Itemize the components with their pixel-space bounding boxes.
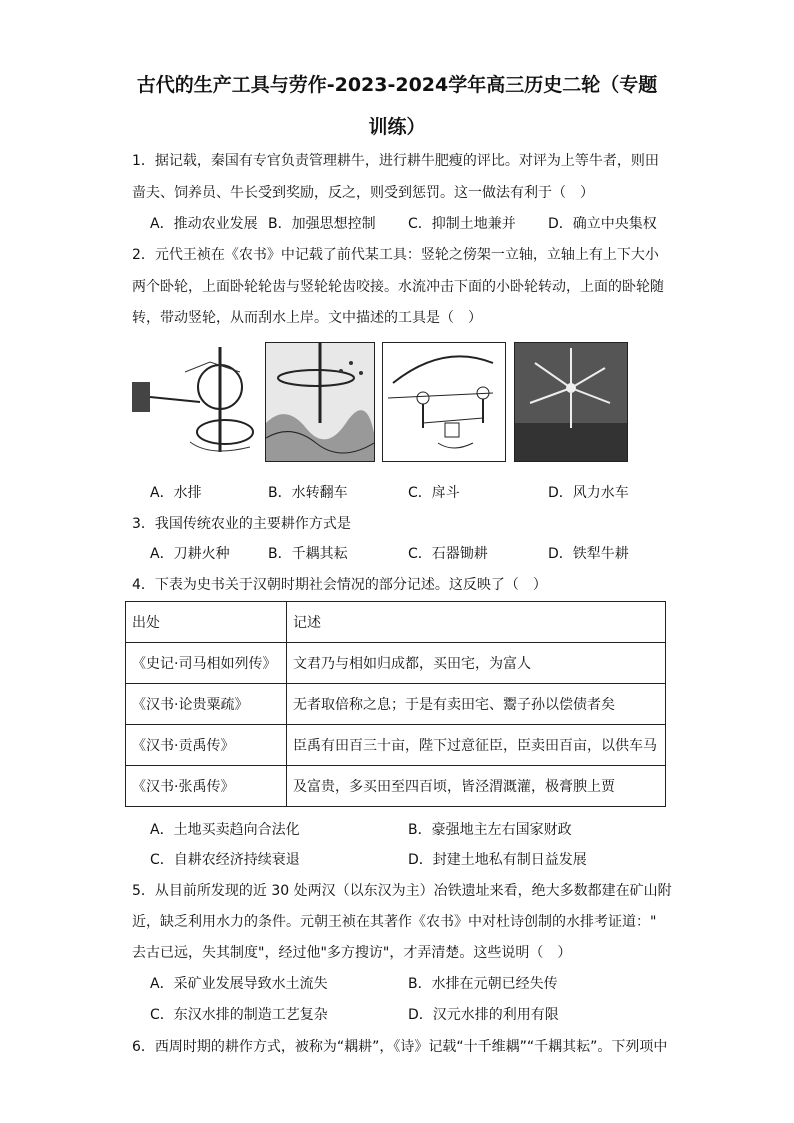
q3-line: 3．我国传统农业的主要耕作方式是 — [132, 516, 351, 532]
option-c[interactable]: C．石器锄耕 — [408, 546, 488, 562]
table-cell: 《史记·司马相如列传》 — [126, 643, 287, 684]
water-wheel-image — [265, 342, 375, 462]
windmill-waterwheel-image — [514, 342, 628, 462]
option-b[interactable]: B．千耦其耘 — [268, 546, 348, 562]
option-c[interactable]: C．戽斗 — [408, 485, 460, 501]
table-cell: 文君乃与相如归成都，买田宅，为富人 — [287, 643, 666, 684]
q2-line: 两个卧轮，上面卧轮轮齿与竖轮轮齿咬接。水流冲击下面的小卧轮转动，上面的卧轮随 — [132, 279, 664, 295]
q2-options — [150, 482, 670, 504]
option-a[interactable]: A．推动农业发展 — [150, 216, 258, 232]
q5-line: 5．从目前所发现的近 30 处两汉（以东汉为主）冶铁遗址来看，绝大多数都建在矿山附 — [132, 883, 672, 899]
dou-bucket-image — [382, 342, 506, 462]
option-b[interactable]: B．水排在元朝已经失传 — [408, 976, 558, 992]
q5-line: 去古已远，失其制度"，经过他"多方搜访"，才弄清楚。这些说明（ ） — [132, 945, 572, 961]
history-records-table — [125, 601, 666, 807]
page-title-line1: 古代的生产工具与劳作-2023-2024学年高三历史二轮（专题 — [136, 74, 658, 96]
option-c[interactable]: C．东汉水排的制造工艺复杂 — [150, 1007, 328, 1023]
option-b[interactable]: B．水转翻车 — [268, 485, 348, 501]
option-d[interactable]: D．封建土地私有制日益发展 — [408, 852, 587, 868]
q4-options-row2 — [150, 849, 670, 871]
option-c[interactable]: C．自耕农经济持续衰退 — [150, 852, 300, 868]
table-cell: 及富贵，多买田至四百顷，皆泾渭溉灌，极膏腴上贾 — [287, 766, 666, 807]
option-b[interactable]: B．豪强地主左右国家财政 — [408, 822, 572, 838]
table-cell: 《汉书·张禹传》 — [126, 766, 287, 807]
option-a[interactable]: A．采矿业发展导致水土流失 — [150, 976, 328, 992]
option-a[interactable]: A．土地买卖趋向合法化 — [150, 822, 300, 838]
option-a[interactable]: A．刀耕火种 — [150, 546, 230, 562]
table-cell: 《汉书·论贵粟疏》 — [126, 684, 287, 725]
page-title-line2: 训练） — [368, 116, 426, 138]
option-c[interactable]: C．抑制土地兼并 — [408, 216, 516, 232]
q5-options-row2 — [150, 1004, 670, 1026]
table-row — [126, 725, 666, 766]
water-drive-bellows-image — [130, 342, 258, 460]
table-row — [126, 643, 666, 684]
option-d[interactable]: D．风力水车 — [548, 485, 629, 501]
option-a[interactable]: A．水排 — [150, 485, 202, 501]
q2-line: 2．元代王祯在《农书》中记载了前代某工具：竖轮之傍架一立轴，立轴上有上下大小 — [132, 247, 659, 263]
table-row — [126, 684, 666, 725]
table-cell: 出处 — [126, 602, 287, 643]
q5-line: 近，缺乏利用水力的条件。元朝王祯在其著作《农书》中对杜诗创制的水排考证道：" — [132, 914, 657, 930]
q4-options-row1 — [150, 819, 670, 841]
table-cell: 无者取倍称之息；于是有卖田宅、鬻子孙以偿债者矣 — [287, 684, 666, 725]
table-cell: 臣禹有田百三十亩，陛下过意征臣，臣卖田百亩，以供车马 — [287, 725, 666, 766]
table-cell: 《汉书·贡禹传》 — [126, 725, 287, 766]
table-row — [126, 766, 666, 807]
q1-options — [150, 213, 670, 235]
q6-line: 6．西周时期的耕作方式，被称为“耦耕”，《诗》记载“十千维耦”“千耦其耘”。下列项中 — [132, 1039, 668, 1055]
table-cell: 记述 — [287, 602, 666, 643]
q3-options — [150, 543, 670, 565]
q4-line: 4．下表为史书关于汉朝时期社会情况的部分记述。这反映了（ ） — [132, 577, 547, 593]
option-d[interactable]: D．铁犁牛耕 — [548, 546, 629, 562]
q1-line: 啬夫、饲养员、牛长受到奖励，反之，则受到惩罚。这一做法有利于（ ） — [132, 185, 594, 201]
option-d[interactable]: D．确立中央集权 — [548, 216, 657, 232]
option-d[interactable]: D．汉元水排的利用有限 — [408, 1007, 559, 1023]
q2-line: 转，带动竖轮，从而刮水上岸。文中描述的工具是（ ） — [132, 310, 482, 326]
q5-options-row1 — [150, 973, 670, 995]
q1-line: 1．据记载，秦国有专官负责管理耕牛，进行耕牛肥瘦的评比。对评为上等牛者，则田 — [132, 153, 659, 169]
table-row — [126, 602, 666, 643]
option-b[interactable]: B．加强思想控制 — [268, 216, 376, 232]
